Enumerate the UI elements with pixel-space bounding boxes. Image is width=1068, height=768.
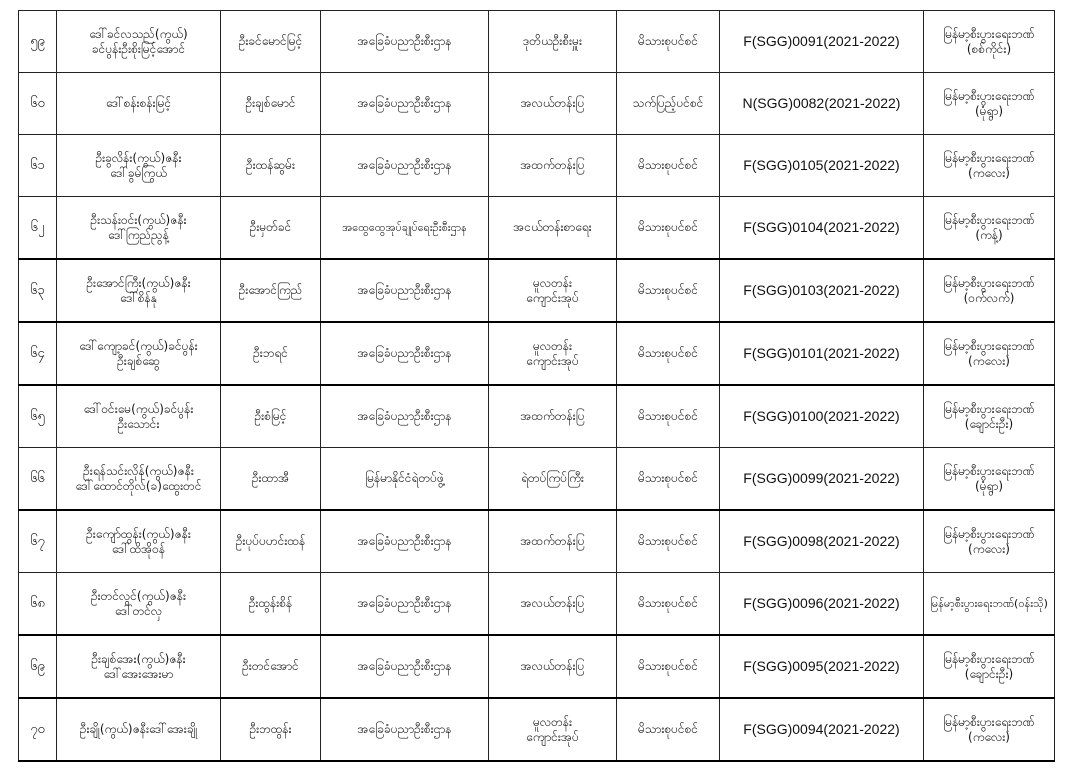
department-cell: အခြေခံပညာဦးစီးဌာန — [321, 73, 489, 135]
serial-number-cell: ၆၄ — [19, 322, 57, 385]
rank-cell: အငယ်တန်းစာရေး — [489, 197, 617, 260]
bank-branch-cell: မြန်မာ့စီးပွားရေးဘဏ်(ဝန်းသို) — [924, 573, 1055, 636]
department-cell: မြန်မာနိုင်ငံရဲတပ်ဖွဲ့ — [321, 448, 489, 511]
pensioner-name-cell: ဦးအောင်ကြီး(ကွယ်)ဇနီး ဒေါ်စိန်နု — [57, 259, 221, 322]
pension-code-cell: F(SGG)0103(2021-2022) — [720, 259, 924, 322]
table-row — [19, 259, 1055, 322]
pensioner-name-cell: ဒေါ်စန်းစန်းမြင့် — [57, 73, 221, 135]
serial-number-cell: ၆၉ — [19, 635, 57, 698]
pension-type-cell: မိသားစုပင်စင် — [617, 259, 720, 322]
department-cell: အခြေခံပညာဦးစီးဌာန — [321, 698, 489, 761]
table-row — [19, 510, 1055, 573]
serial-number-cell: ၆၃ — [19, 259, 57, 322]
serial-number-cell: ၅၉ — [19, 11, 57, 73]
table-row — [19, 698, 1055, 761]
pension-code-cell: F(SGG)0099(2021-2022) — [720, 448, 924, 511]
rank-cell: မူလတန်း ကျောင်းအုပ် — [489, 259, 617, 322]
pensioner-name-cell: ဦးသန်းဝင်း(ကွယ်)ဇနီး ဒေါ်ကြည်ညွန့် — [57, 197, 221, 260]
rank-cell: မူလတန်း ကျောင်းအုပ် — [489, 698, 617, 761]
father-name-cell: ဦးချစ်မောင် — [221, 73, 321, 135]
pension-code-cell: F(SGG)0104(2021-2022) — [720, 197, 924, 260]
father-name-cell: ဦးတင်အောင် — [221, 635, 321, 698]
father-name-cell: ဦးထာအီ — [221, 448, 321, 511]
pension-type-cell: မိသားစုပင်စင် — [617, 635, 720, 698]
father-name-cell: ဦးဘထွန်း — [221, 698, 321, 761]
pension-type-cell: မိသားစုပင်စင် — [617, 322, 720, 385]
serial-number-cell: ၇၀ — [19, 698, 57, 761]
pensioner-name-cell: ဦးတင်လွင်(ကွယ်)ဇနီး ဒေါ်တင်လှ — [57, 573, 221, 636]
table-row — [19, 11, 1055, 73]
table-row — [19, 73, 1055, 135]
serial-number-cell: ၆၁ — [19, 135, 57, 197]
department-cell: အခြေခံပညာဦးစီးဌာန — [321, 385, 489, 448]
father-name-cell: ဦးခင်မောင်မြင့် — [221, 11, 321, 73]
bank-branch-cell: မြန်မာ့စီးပွားရေးဘဏ် (ကလေး) — [924, 698, 1055, 761]
pension-code-cell: F(SGG)0105(2021-2022) — [720, 135, 924, 197]
serial-number-cell: ၆၈ — [19, 573, 57, 636]
pension-type-cell: မိသားစုပင်စင် — [617, 510, 720, 573]
pensioner-name-cell: ဦးရန်သင်းလိုန်(ကွယ်)ဇနီး ဒေါ်ထောင်တိုလ်(ခ)ထွေးတင် — [57, 448, 221, 511]
pension-code-cell: F(SGG)0101(2021-2022) — [720, 322, 924, 385]
department-cell: အခြေခံပညာဦးစီးဌာန — [321, 573, 489, 636]
pension-type-cell: မိသားစုပင်စင် — [617, 698, 720, 761]
rank-cell: အထက်တန်းပြ — [489, 510, 617, 573]
pensioner-name-cell: ဦးချစ်အေး(ကွယ်)ဇနီး ဒေါ်အေးအေးမာ — [57, 635, 221, 698]
pensioner-name-cell: ဒေါ်ဝင်းမေ(ကွယ်)ခင်ပွန်း ဦးသောင်း — [57, 385, 221, 448]
serial-number-cell: ၆၀ — [19, 73, 57, 135]
pension-type-cell: မိသားစုပင်စင် — [617, 197, 720, 260]
serial-number-cell: ၆၆ — [19, 448, 57, 511]
department-cell: အခြေခံပညာဦးစီးဌာန — [321, 259, 489, 322]
father-name-cell: ဦးပုပ်ပဟင်းထန် — [221, 510, 321, 573]
pension-type-cell: မိသားစုပင်စင် — [617, 11, 720, 73]
rank-cell: ရဲတပ်ကြပ်ကြီး — [489, 448, 617, 511]
pension-code-cell: F(SGG)0096(2021-2022) — [720, 573, 924, 636]
bank-branch-cell: မြန်မာ့စီးပွားရေးဘဏ် (ချောင်းဦး) — [924, 635, 1055, 698]
pension-type-cell: မိသားစုပင်စင် — [617, 135, 720, 197]
pensioner-name-cell: ဒေါ်ကျော့ခင်(ကွယ်)ခင်ပွန်း ဦးချစ်ဆွေ — [57, 322, 221, 385]
pension-type-cell: မိသားစုပင်စင် — [617, 573, 720, 636]
table-row — [19, 573, 1055, 636]
pension-code-cell: F(SGG)0100(2021-2022) — [720, 385, 924, 448]
rank-cell: မူလတန်း ကျောင်းအုပ် — [489, 322, 617, 385]
department-cell: အခြေခံပညာဦးစီးဌာန — [321, 510, 489, 573]
department-cell: အခြေခံပညာဦးစီးဌာန — [321, 635, 489, 698]
rank-cell: အလယ်တန်းပြ — [489, 635, 617, 698]
serial-number-cell: ၆၂ — [19, 197, 57, 260]
table-row — [19, 135, 1055, 197]
father-name-cell: ဦးစံမြင့် — [221, 385, 321, 448]
pension-type-cell: မိသားစုပင်စင် — [617, 448, 720, 511]
bank-branch-cell: မြန်မာ့စီးပွားရေးဘဏ် (စစ်ကိုင်း) — [924, 11, 1055, 73]
pension-type-cell: မိသားစုပင်စင် — [617, 385, 720, 448]
bank-branch-cell: မြန်မာ့စီးပွားရေးဘဏ် (ကလေး) — [924, 322, 1055, 385]
father-name-cell: ဦးအောင်ကြည် — [221, 259, 321, 322]
pensioner-name-cell: ဦးခွလိန်း(ကွယ်)ဇနီး ဒေါ်ခွမ်ကြွယ် — [57, 135, 221, 197]
department-cell: အထွေထွေအုပ်ချုပ်ရေးဦးစီးဌာန — [321, 197, 489, 260]
bank-branch-cell: မြန်မာ့စီးပွားရေးဘဏ် (ကန့်) — [924, 197, 1055, 260]
bank-branch-cell: မြန်မာ့စီးပွားရေးဘဏ် (ဝက်လက်) — [924, 259, 1055, 322]
table-row — [19, 635, 1055, 698]
table-row — [19, 448, 1055, 511]
bank-branch-cell: မြန်မာ့စီးပွားရေးဘဏ် (ကလေး) — [924, 135, 1055, 197]
pension-code-cell: F(SGG)0094(2021-2022) — [720, 698, 924, 761]
bank-branch-cell: မြန်မာ့စီးပွားရေးဘဏ် (ချောင်းဦး) — [924, 385, 1055, 448]
pensioner-name-cell: ဦးချို(ကွယ်)ဇနီးဒေါ်အေးချို — [57, 698, 221, 761]
pension-code-cell: N(SGG)0082(2021-2022) — [720, 73, 924, 135]
father-name-cell: ဦးဘရင် — [221, 322, 321, 385]
rank-cell: အထက်တန်းပြ — [489, 135, 617, 197]
serial-number-cell: ၆၅ — [19, 385, 57, 448]
father-name-cell: ဦးထွန်းစိန် — [221, 573, 321, 636]
rank-cell: အထက်တန်းပြ — [489, 385, 617, 448]
serial-number-cell: ၆၇ — [19, 510, 57, 573]
department-cell: အခြေခံပညာဦးစီးဌာန — [321, 322, 489, 385]
rank-cell: အလယ်တန်းပြ — [489, 73, 617, 135]
pension-code-cell: F(SGG)0095(2021-2022) — [720, 635, 924, 698]
pension-type-cell: သက်ပြည့်ပင်စင် — [617, 73, 720, 135]
pension-table — [18, 10, 1055, 762]
department-cell: အခြေခံပညာဦးစီးဌာန — [321, 11, 489, 73]
father-name-cell: ဦးမှတ်ခင် — [221, 197, 321, 260]
department-cell: အခြေခံပညာဦးစီးဌာန — [321, 135, 489, 197]
pension-code-cell: F(SGG)0098(2021-2022) — [720, 510, 924, 573]
table-row — [19, 322, 1055, 385]
table-row — [19, 385, 1055, 448]
bank-branch-cell: မြန်မာ့စီးပွားရေးဘဏ် (မုံရွာ) — [924, 73, 1055, 135]
rank-cell: ဒုတိယဦးစီးမှူး — [489, 11, 617, 73]
rank-cell: အလယ်တန်းပြ — [489, 573, 617, 636]
pensioner-name-cell: ဦးကျော်ထွန်း(ကွယ်)ဇနီး ဒေါ်ထိအိုဝန် — [57, 510, 221, 573]
pension-code-cell: F(SGG)0091(2021-2022) — [720, 11, 924, 73]
bank-branch-cell: မြန်မာ့စီးပွားရေးဘဏ် (ကလေး) — [924, 510, 1055, 573]
father-name-cell: ဦးထန်ဆွမ်း — [221, 135, 321, 197]
table-row — [19, 197, 1055, 260]
pensioner-name-cell: ဒေါ်ခင်လသည်(ကွယ်) ခင်ပွန်းဦးစိုးမြင့်အောင် — [57, 11, 221, 73]
bank-branch-cell: မြန်မာ့စီးပွားရေးဘဏ် (မုံရွာ) — [924, 448, 1055, 511]
